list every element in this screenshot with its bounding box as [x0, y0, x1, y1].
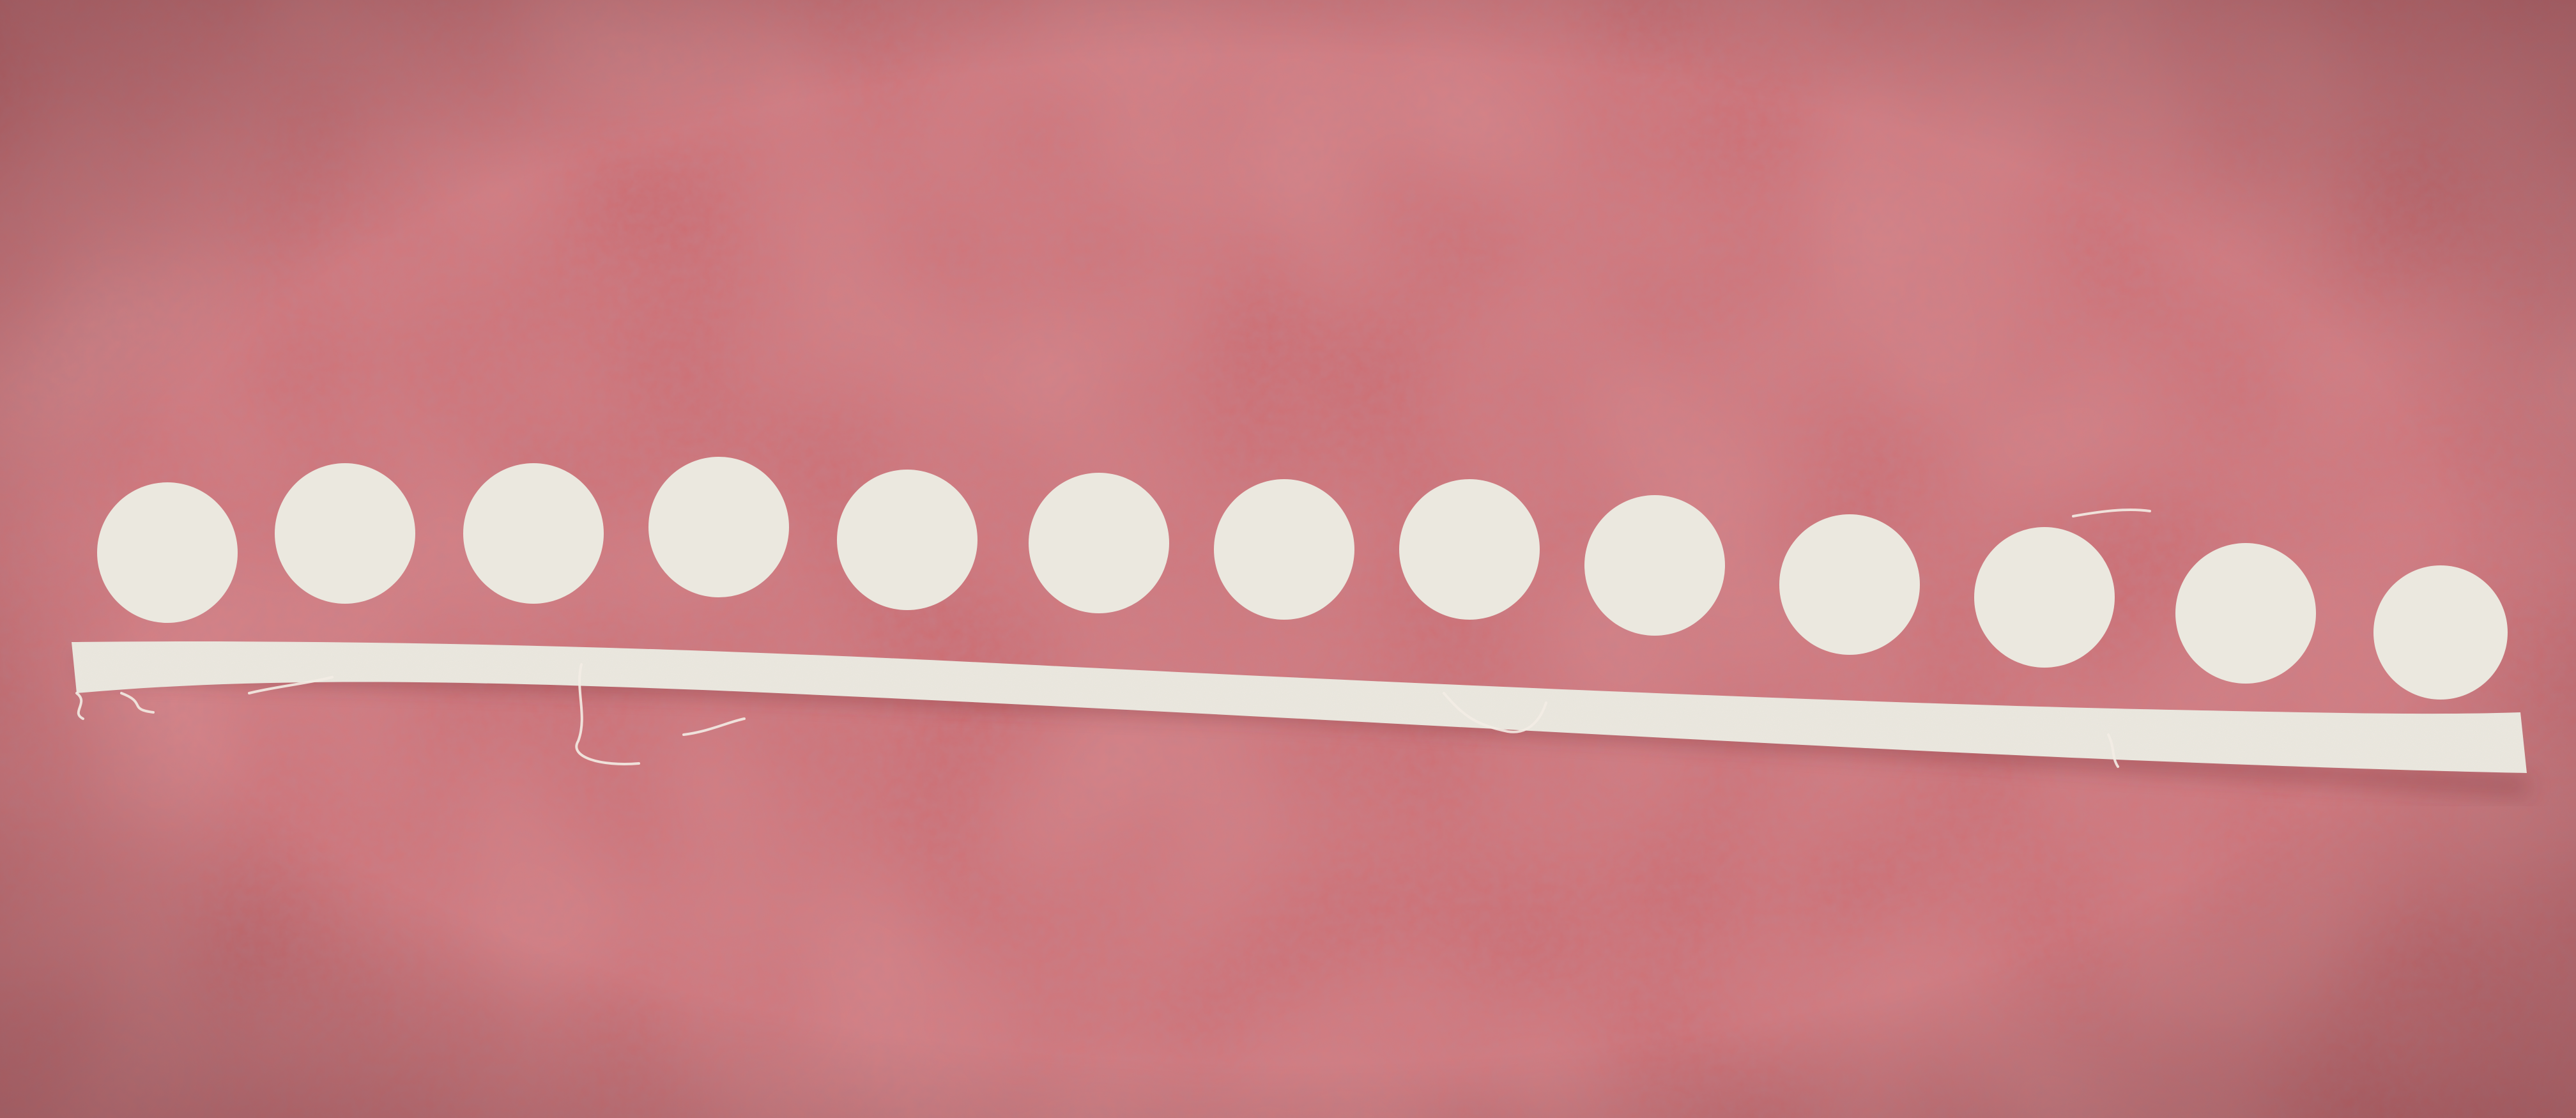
- scallop-9: [1584, 495, 1725, 636]
- scallop-12: [2175, 543, 2316, 684]
- scallop-13: [2373, 565, 2508, 700]
- scallop-11: [1974, 527, 2115, 668]
- scallop-4: [648, 457, 789, 597]
- scallop-8: [1399, 479, 1540, 620]
- scallop-1: [97, 482, 238, 623]
- scallop-7: [1214, 479, 1354, 620]
- scallop-3: [463, 463, 604, 604]
- scallop-10: [1779, 514, 1920, 655]
- scallop-6: [1029, 473, 1169, 613]
- scallop-5: [837, 470, 977, 610]
- scallop-2: [275, 463, 415, 604]
